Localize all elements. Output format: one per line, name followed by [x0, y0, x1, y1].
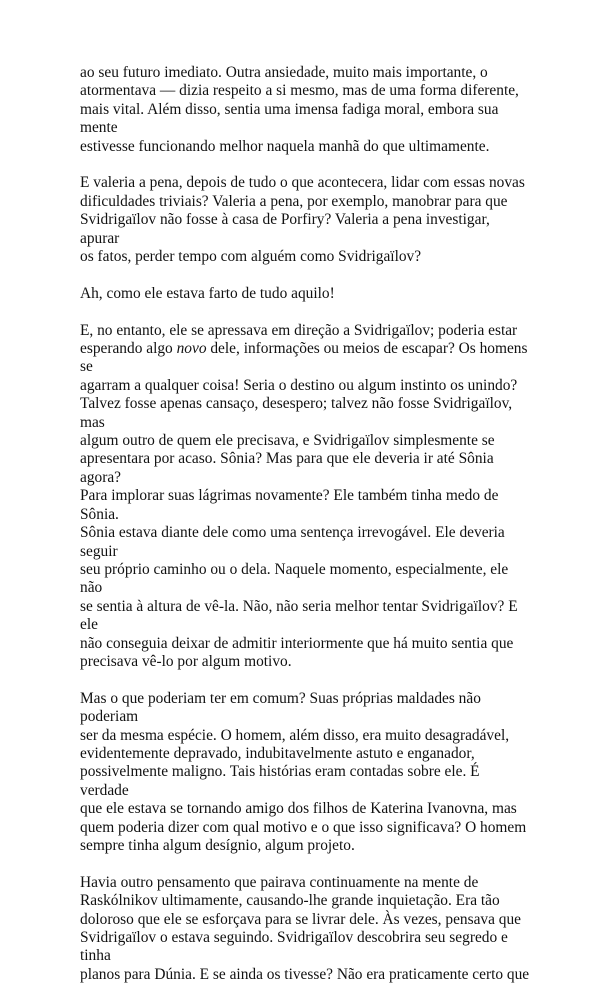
document-page	[80, 64, 530, 1003]
paragraph-4	[80, 322, 530, 672]
paragraph-3: Ah, como ele estava farto de tudo aquilo!	[80, 284, 335, 302]
paragraph-1: ao seu futuro imediato. Outra ansiedade, muito mais importante, o atormentava — dizia respeito a si mesmo, mas de uma forma diferente, mais vital. Além disso, sentia uma imensa fadiga moral, embora sua mente estivesse funcionando melhor naquela manhã do que ultimamente.	[80, 64, 519, 155]
paragraph-4-text-end: dele, informações ou meios de escapar? Os homens se agarram a qualquer coisa! Seria o destino ou algum instinto os unindo? Talvez fosse apenas cansaço, desespero; talvez não fosse Svidrigaïlov, mas algum outro de quem ele precisava, e Svidrigaïlov simplesmente se apresentara por acaso. Sônia? Mas para que ele deveria ir até Sônia agora? Para implorar suas lágrimas novamente? Ele também tinha medo de Sônia. Sônia estava diante dele como uma sentença irrevogável. Ele deveria seguir seu próprio caminho ou o dela. Naquele momento, especialmente, ele não se sentia à altura de vê-la. Não, não seria melhor tentar Svidrigaïlov? E ele não conseguia deixar de admitir interiormente que há muito sentia que precisava vê-lo por algum motivo.	[80, 340, 528, 670]
paragraph-4-text-start: E, no entanto, ele se apressava em direção a Svidrigaïlov; poderia estar esperando algo	[80, 321, 518, 358]
emphasized-word: novo	[176, 340, 207, 358]
paragraph-5: Mas o que poderiam ter em comum? Suas próprias maldades não poderiam ser da mesma espécie. O homem, além disso, era muito desagradável, evidentemente depravado, indubitavelmente astuto e enganador, possivelmente maligno. Tais histórias eram contadas sobre ele. É verdade que ele estava se tornando amigo dos filhos de Katerina Ivanovna, mas quem poderia dizer com qual motivo e o que isso significava? O homem sempre tinha algum desígnio, algum projeto.	[80, 689, 527, 854]
paragraph-2: E valeria a pena, depois de tudo o que acontecera, lidar com essas novas dificuldades triviais? Valeria a pena, por exemplo, manobrar para que Svidrigaïlov não fosse à casa de Porfiry? Valeria a pena investigar, apurar os fatos, perder tempo com alguém como Svidrigaïlov?	[80, 174, 525, 266]
paragraph-6: Havia outro pensamento que pairava continuamente na mente de Raskólnikov ultimamente, causando-lhe grande inquietação. Era tão doloroso que ele se esforçava para se livrar dele. Às vezes, pensava que Svidrigaïlov o estava seguindo. Svidrigaïlov descobrira seu segredo e tinha planos para Dúnia. E se ainda os tivesse? Não era praticamente certo que	[80, 873, 530, 983]
